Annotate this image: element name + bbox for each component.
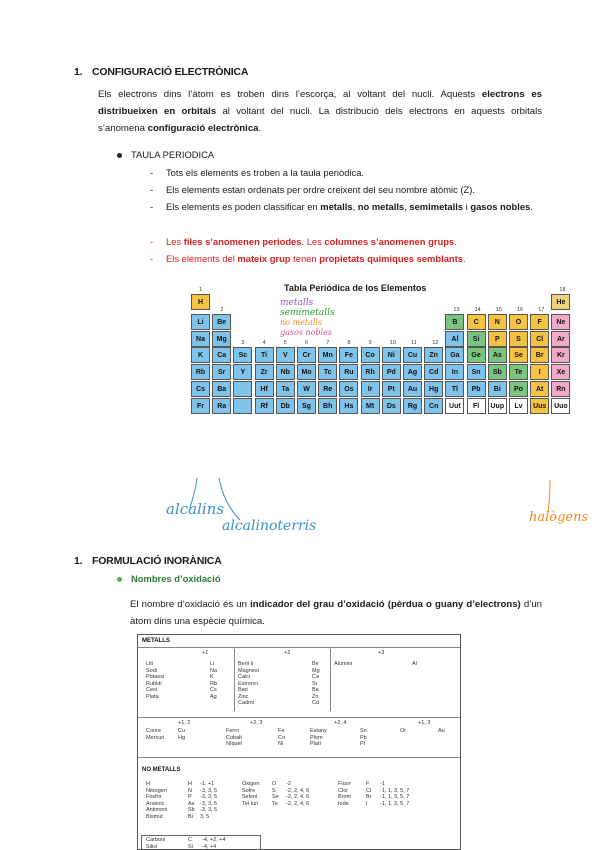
element-cell: W [297,381,316,397]
section-title: FORMULACIÓ INORÀNICA [92,555,222,567]
metalls-title: METALLS [142,638,170,644]
group-number: 5 [283,340,287,347]
group-number: 15 [495,306,502,313]
element-cell: Sc [233,347,252,363]
section-heading-formulacio [74,555,222,567]
element-cell: Pd [382,364,401,380]
nometalls-title: NO METALLS [142,767,181,773]
element-cell: Fr [191,398,210,414]
group-number: 16 [517,306,524,313]
element-cell: Kr [551,347,570,363]
element-cell: Cs [191,381,210,397]
element-cell: Rn [551,381,570,397]
group-number: 4 [262,340,266,347]
element-cell: Br [530,347,549,363]
group-number: 11 [411,340,417,347]
list-item-red: - Les files s’anomenen periodes. Les columnes s’anomenen grups. [150,236,457,247]
element-cell: Hg [424,381,443,397]
element-cell: Cd [424,364,443,380]
element-cell: Al [445,331,464,347]
element-cell: In [445,364,464,380]
element-cell: Ta [276,381,295,397]
element-cell: B [445,314,464,330]
element-cell: He [551,294,570,310]
element-cell: Y [233,364,252,380]
element-cell: Os [339,381,358,397]
group-number: 18 [559,287,566,293]
element-cell: Sr [212,364,231,380]
element-cell: Au [403,381,422,397]
element-cell: Uut [445,398,464,414]
group-number: 2 [220,306,224,313]
annotation-alcalinoterris: alcalinoterris [222,518,317,534]
group-number: 17 [538,306,545,313]
group-number: 7 [326,340,330,347]
element-cell: N [488,314,507,330]
group-number: 8 [347,340,351,347]
element-cell: Fl [467,398,486,414]
element-cell: Uus [530,398,549,414]
legend-metalls: metalls [280,298,314,308]
element-cell: Mt [361,398,380,414]
legend-gasos-nobles: gasos nobles [280,328,332,337]
group-number: 14 [474,306,481,313]
element-cell: Rh [361,364,380,380]
element-cell: Zn [424,347,443,363]
element-cell: Cu [403,347,422,363]
element-cell: C [467,314,486,330]
element-cell: Db [276,398,295,414]
element-cell: Ar [551,331,570,347]
element-cell: As [488,347,507,363]
element-cell: Bi [488,381,507,397]
element-cell: Tl [445,381,464,397]
group-number: 3 [241,340,245,347]
element-cell: Si [467,331,486,347]
element-cell: Cr [297,347,316,363]
annotation-alcalins: alcalins [166,500,225,518]
element-cell: Ne [551,314,570,330]
element-cell: Ag [403,364,422,380]
element-cell: Ba [212,381,231,397]
periodic-table-title: Tabla Periódica de los Elementos [284,283,427,293]
oxidation-table-image: METALLS +1 +2 +3 Liti Sodi Potassi Rubidi Cesi Plata Li Na K Rb Cs Ag Beril·li Magnesi Calci Estronci Bari Zinc Cadmi Be Mg Ca Sr Ba Zn Cd Alumini Al +1, 2 +2, 3 +2, 4 +1, 3 Coure Mercuri Cu Hg Ferro Cobalt Níquel Fe Co Ni Estany Plom Platí Sn Pb Pt Or Au NO METALLS H Nitrogen Fòsfor Arsènic Antimoni Bismut H N P As Sb Bi -1, +1 -3, 3, 5 -3, 3, 5 -3, 3, 5 -3, 3, 5 3, 5 Oxigen Sofre Seleni Tel·luri O S Se Te -2 -2, 2, 4, 6 -2, 2, 4, 6 -2, 2, 4, 6 Fluor Clor Brom Iode F Cl Br I -1 -1, 1, 3, 5, 7 -1, 1, 3, 5, 7 -1, 1, 3, 5, 7 Carboni Silici C Si -4, +2, +4 -4, +4 [137,634,461,850]
element-cell: Ru [339,364,358,380]
group-number: 12 [432,340,439,347]
element-cell: Tc [318,364,337,380]
element-cell: At [530,381,549,397]
intro-paragraph: Els electrons dins l’àtom es troben dins l’escorça, al voltant del nucli. Aquests electrons es distribueixen en orbitals al voltant del nucli. La distribució dels electrons en aquests orbitals s’anomena configuració electrònica. [98,89,543,134]
element-cell: Rb [191,364,210,380]
element-cell: Hf [255,381,274,397]
element-cell: F [530,314,549,330]
bullet-taula-periodica: TAULA PERIODICA [117,149,214,160]
element-cell: Co [361,347,380,363]
section-number: 1. [74,555,83,567]
element-cell: Na [191,331,210,347]
element-cell: Ni [382,347,401,363]
element-cell: Se [509,347,528,363]
legend-semimetalls: semimetalls [280,308,335,318]
list-item: - Els elements es poden classificar en metalls, no metalls, semimetalls i gasos nobles. [150,201,533,212]
element-cell: Pb [467,381,486,397]
group-number: 1 [199,287,203,293]
element-cell: H [191,294,210,310]
element-cell: Re [318,381,337,397]
element-cell: Nb [276,364,295,380]
group-number: 9 [368,340,372,347]
element-cell: Te [509,364,528,380]
element-cell: Zr [255,364,274,380]
list-item-red: - Els elements del mateix grup tenen propietats químiques semblants. [150,253,466,264]
element-cell: Sn [467,364,486,380]
element-cell: Mn [318,347,337,363]
element-cell: S [509,331,528,347]
element-cell: Li [191,314,210,330]
section-title: CONFIGURACIÓ ELECTRÒNICA [92,66,249,78]
element-cell: Rf [255,398,274,414]
oxidation-paragraph: El nombre d’oxidació és un indicador del grau d’oxidació (pèrdua o guany d’electrons) d’un àtom dins una espècie química. [130,599,542,627]
element-cell: O [509,314,528,330]
element-cell: P [488,331,507,347]
group-number: 13 [453,306,460,313]
element-cell: Sg [297,398,316,414]
element-cell: Sb [488,364,507,380]
element-cell: Cn [424,398,443,414]
element-cell: Mg [212,331,231,347]
list-item: - Tots els elements es troben a la taula periòdica. [150,167,365,178]
element-cell: Ra [212,398,231,414]
element-cell: Be [212,314,231,330]
element-cell: Uuo [551,398,570,414]
group-number: 10 [389,340,396,347]
list-item: - Els elements estan ordenats per ordre creixent del seu nombre atòmic (Z). [150,184,475,195]
element-cell: Xe [551,364,570,380]
element-cell: Hs [339,398,358,414]
annotation-halogens: halògens [529,510,589,525]
section-number: 1. [74,66,83,78]
element-cell: Lv [509,398,528,414]
group-number: 6 [305,340,309,347]
element-cell: Mo [297,364,316,380]
element-cell: I [530,364,549,380]
element-cell: V [276,347,295,363]
element-cell: Ir [361,381,380,397]
element-cell: Ga [445,347,464,363]
element-cell: Uup [488,398,507,414]
bullet-nombres-oxidacio: Nombres d’oxidació [117,573,221,584]
element-cell: Ti [255,347,274,363]
element-cell: Ds [382,398,401,414]
element-cell: Cl [530,331,549,347]
element-cell: Rg [403,398,422,414]
legend-no-metalls: no metalls [280,318,323,327]
element-cell: Ge [467,347,486,363]
element-cell: Fe [339,347,358,363]
element-cell: Pt [382,381,401,397]
element-cell: Ca [212,347,231,363]
element-cell: Bh [318,398,337,414]
element-cell: Po [509,381,528,397]
bullet-dot-icon [117,577,122,582]
element-cell: K [191,347,210,363]
